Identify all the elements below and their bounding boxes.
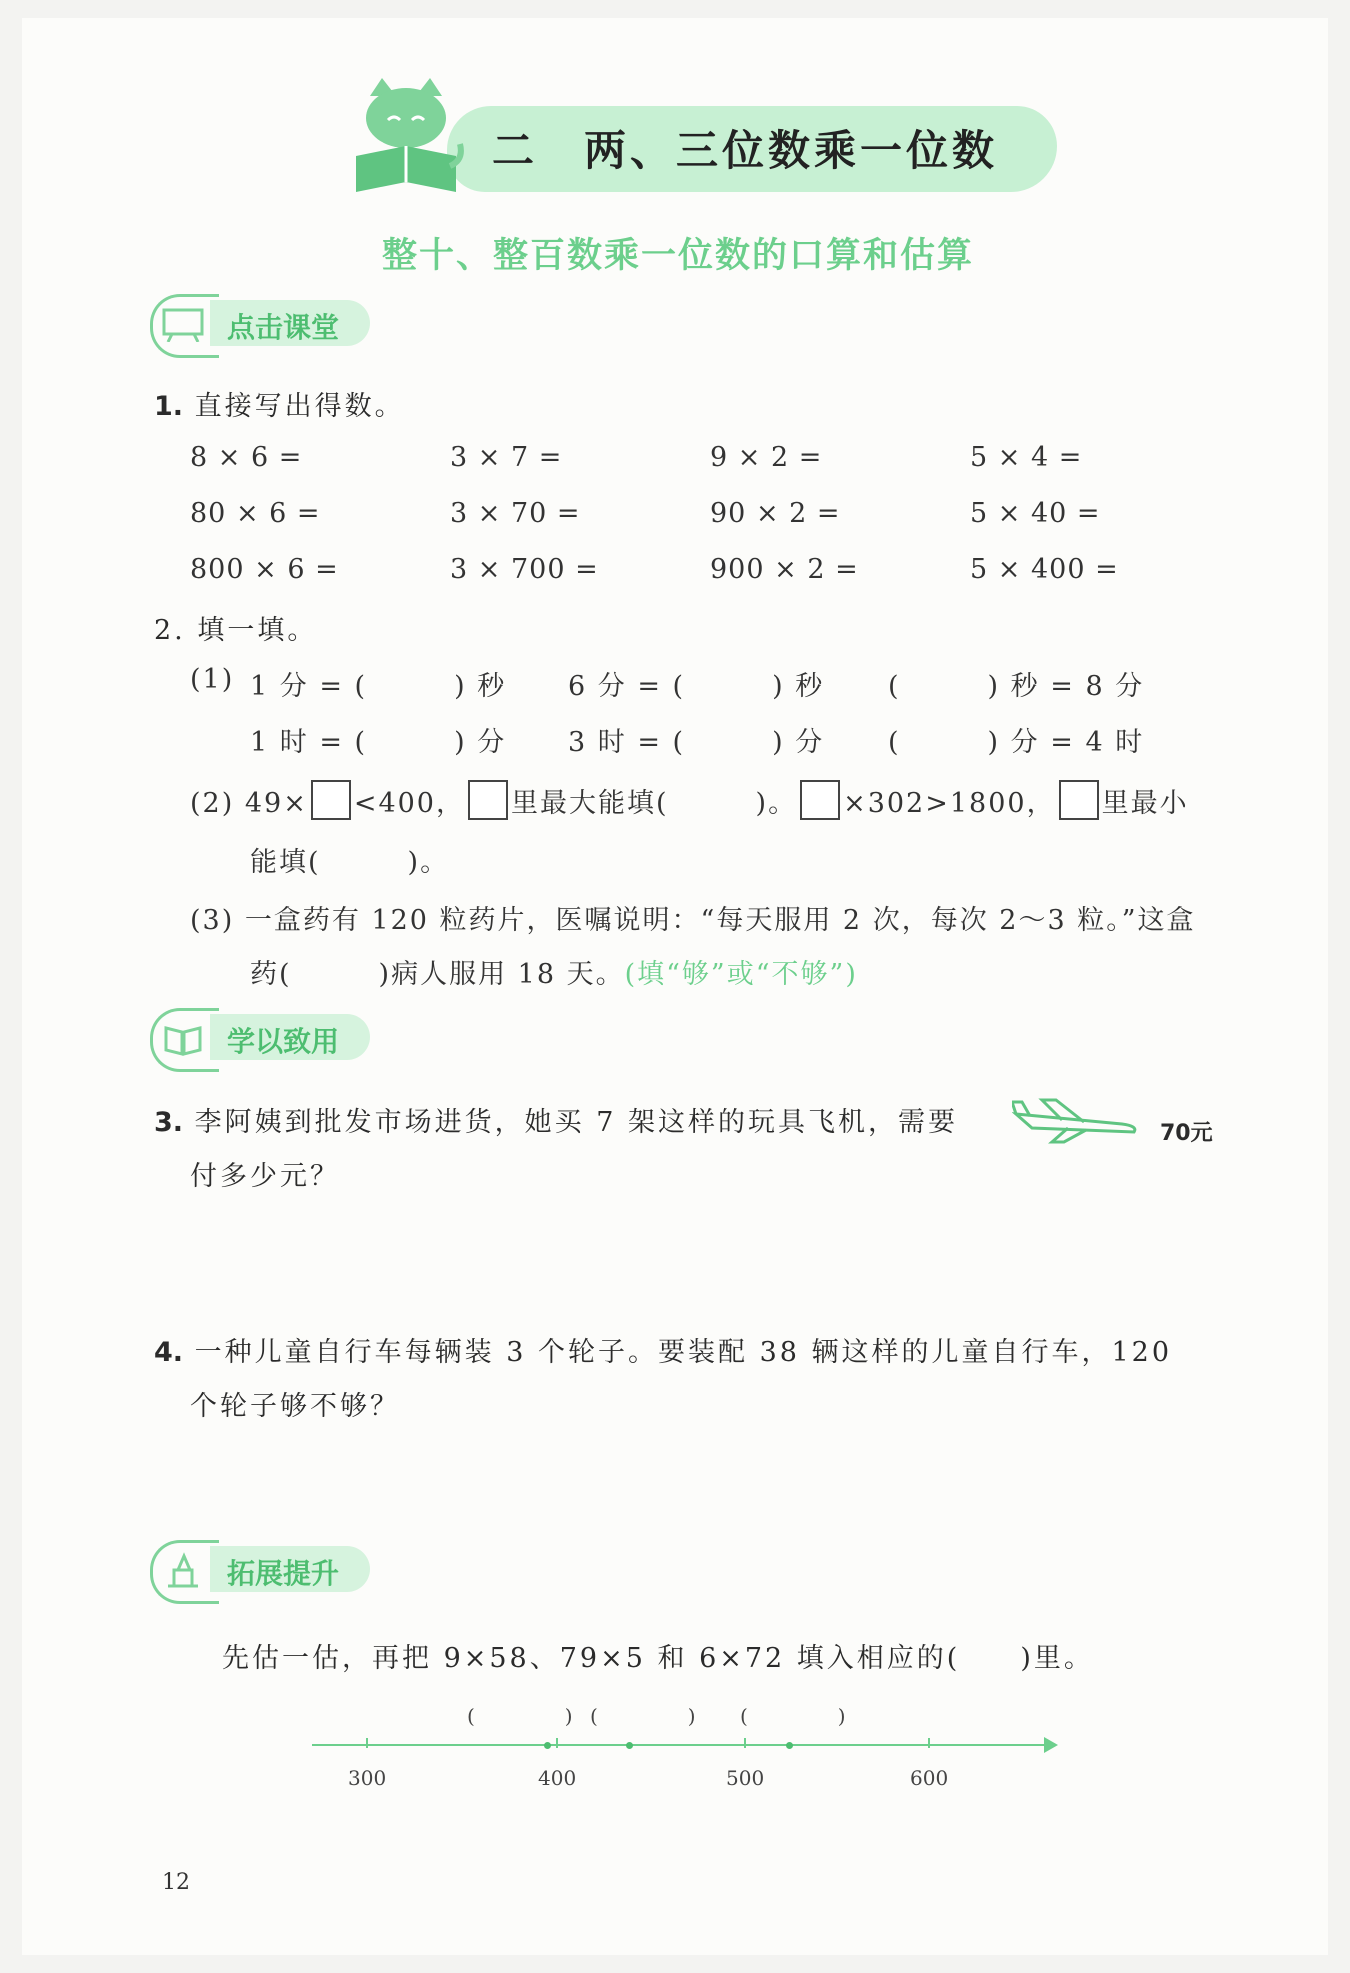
q2-p3-text1: 一盒药有 120 粒药片，医嘱说明：“每天服用 2 次，每次 2～3 粒。”这盒 xyxy=(244,905,1196,936)
blackboard-icon xyxy=(162,308,204,342)
number-line-dot xyxy=(786,1742,793,1749)
q1-expression: 3 × 700 = xyxy=(450,554,599,585)
tick-600 xyxy=(928,1738,930,1748)
chapter-title: 二 两、三位数乘一位数 xyxy=(492,126,999,175)
q2-p3-line2 xyxy=(250,952,858,991)
q4-line2: 个轮子够不够？ xyxy=(190,1391,400,1422)
q2-p2-b: <400， xyxy=(353,788,465,819)
q2-p1-r1-c: ( ) 秒 = 8 分 xyxy=(888,671,1145,702)
q2-p2-e: 里最小 xyxy=(1101,788,1189,819)
q2-number: 2. xyxy=(154,615,186,646)
toy-airplane-icon xyxy=(1012,1094,1142,1144)
q2-text: 填一填。 xyxy=(197,615,318,646)
q3-number: 3. xyxy=(154,1107,184,1138)
q1-expression: 8 × 6 = xyxy=(190,442,303,473)
q2-p1-r2-a: 1 时 = ( ) 分 xyxy=(250,727,507,758)
answer-box-3[interactable] xyxy=(800,780,840,820)
section-extend: 拓展提升 xyxy=(227,1557,340,1590)
estimate-blank-1[interactable]: ( ) xyxy=(467,1704,575,1728)
q2-p1-r1-b: 6 分 = ( ) 秒 xyxy=(568,671,825,702)
book-icon xyxy=(162,1022,204,1056)
q1-text: 直接写出得数。 xyxy=(194,391,405,422)
q2-p1-r1-a: 1 分 = ( ) 秒 xyxy=(250,671,507,702)
q2-p2-a: 49× xyxy=(244,788,308,819)
q1-expression: 800 × 6 = xyxy=(190,554,339,585)
answer-box-4[interactable] xyxy=(1059,780,1099,820)
q1-expression: 80 × 6 = xyxy=(190,498,321,529)
trophy-icon xyxy=(162,1552,204,1588)
q2-p3-hint: (填“够”或“不够”) xyxy=(624,959,858,990)
number-line xyxy=(312,1744,1052,1746)
q2-p2-line2: 能填( )。 xyxy=(250,847,450,878)
q1-expression: 3 × 7 = xyxy=(450,442,563,473)
q1-expression: 90 × 2 = xyxy=(710,498,841,529)
q2-p3-text2: 药( )病人服用 18 天。 xyxy=(250,959,625,990)
q4-line1 xyxy=(154,1330,1172,1369)
q2-p2-d: ×302>1800， xyxy=(843,788,1056,819)
workbook-page xyxy=(22,18,1328,1955)
section-click-class: 点击课堂 xyxy=(227,311,340,344)
section-apply: 学以致用 xyxy=(227,1025,340,1058)
q1-expression: 5 × 400 = xyxy=(970,554,1119,585)
q1-expression: 3 × 70 = xyxy=(450,498,581,529)
axis-label-300: 300 xyxy=(348,1766,387,1790)
q1-expression: 5 × 40 = xyxy=(970,498,1101,529)
q3-text1: 李阿姨到批发市场进货，她买 7 架这样的玩具飞机，需要 xyxy=(194,1107,958,1138)
number-line-dot xyxy=(544,1742,551,1749)
q3-line2: 付多少元？ xyxy=(190,1161,340,1192)
q1-expression: 900 × 2 = xyxy=(710,554,859,585)
q2-p1-r2-b: 3 时 = ( ) 分 xyxy=(568,727,825,758)
tick-500 xyxy=(744,1738,746,1748)
q1-expression: 9 × 2 = xyxy=(710,442,823,473)
q2-heading xyxy=(154,608,317,647)
q2-p1-r2-c: ( ) 分 = 4 时 xyxy=(888,727,1145,758)
q2-p2-line1 xyxy=(190,780,1189,820)
axis-label-500: 500 xyxy=(726,1766,765,1790)
arrow-right-icon xyxy=(1044,1737,1058,1753)
q4-number: 4. xyxy=(154,1337,184,1368)
q4-text1: 一种儿童自行车每辆装 3 个轮子。要装配 38 辆这样的儿童自行车，120 xyxy=(194,1337,1173,1368)
q2-p2-c: 里最大能填( )。 xyxy=(511,788,798,819)
extend-question: 先估一估，再把 9×58、79×5 和 6×72 填入相应的( )里。 xyxy=(222,1643,1094,1674)
lesson-title: 整十、整百数乘一位数的口算和估算 xyxy=(382,236,975,276)
estimate-blank-3[interactable]: ( ) xyxy=(740,1704,848,1728)
q2-p1-label: (1) xyxy=(190,664,235,695)
q2-p2-label: (2) xyxy=(190,788,235,819)
axis-label-600: 600 xyxy=(910,1766,949,1790)
tick-300 xyxy=(366,1738,368,1748)
tick-400 xyxy=(556,1738,558,1748)
q1-number: 1. xyxy=(154,391,184,422)
q2-p3-label: (3) xyxy=(190,905,235,936)
q3-line1 xyxy=(154,1100,958,1139)
q1-heading xyxy=(154,384,405,423)
airplane-price: 70元 xyxy=(1160,1121,1213,1146)
estimate-blank-2[interactable]: ( ) xyxy=(590,1704,698,1728)
q1-expression: 5 × 4 = xyxy=(970,442,1083,473)
axis-label-400: 400 xyxy=(538,1766,577,1790)
page-number: 12 xyxy=(162,1870,190,1895)
q2-p3-line1 xyxy=(190,898,1196,937)
answer-box-1[interactable] xyxy=(311,780,351,820)
cat-reading-icon xyxy=(350,76,465,196)
answer-box-2[interactable] xyxy=(468,780,508,820)
number-line-dot xyxy=(626,1742,633,1749)
